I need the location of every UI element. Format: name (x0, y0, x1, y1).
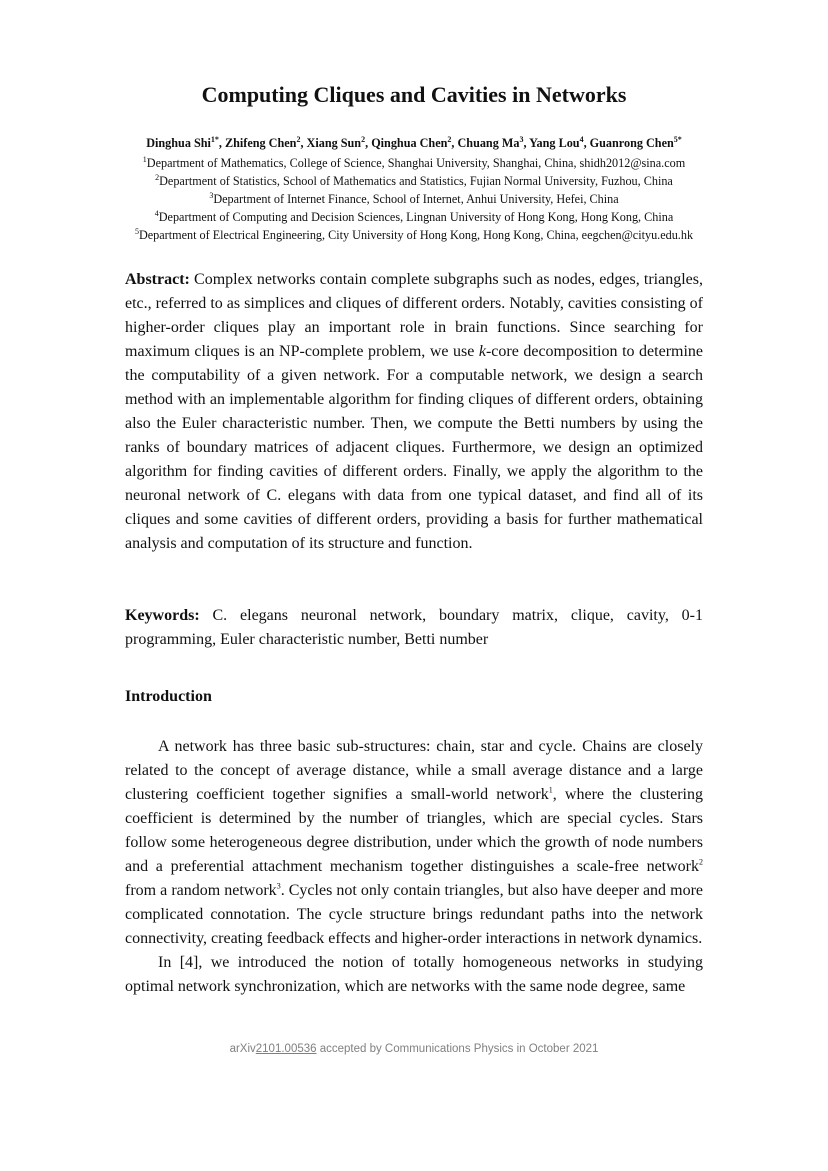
intro-paragraph-2: In [4], we introduced the notion of totally homogeneous networks in studying optimal network synchronization, which are networks with the same node degree, same (125, 954, 703, 995)
author-name: Xiang Sun (306, 136, 362, 150)
author-separator: , (300, 136, 307, 150)
citation-ref: 3 (276, 881, 281, 891)
affiliation-line (0, 226, 828, 244)
abstract-label: Abstract: (125, 271, 190, 288)
intro-paragraph-1 (125, 735, 703, 951)
author-list (0, 136, 828, 151)
affiliation-line (0, 154, 828, 172)
affiliation-text: Department of Computing and Decision Sciences, Lingnan University of Hong Kong, Hong Kong, China (158, 210, 674, 224)
author-affil-sup: 5* (673, 134, 682, 144)
author-name: Yang Lou (529, 136, 580, 150)
section-heading-introduction: Introduction (125, 688, 212, 705)
author-name: Guanrong Chen (589, 136, 674, 150)
intro-p1-text: A network has three basic sub-structures: chain, star and cycle. Chains are closely related to the concept of average distance, while a small average distance and a large clustering coefficient together signifies a small-world network (125, 738, 703, 803)
author-name: Zhifeng Chen (225, 136, 297, 150)
author-separator: , (523, 136, 530, 150)
affiliation-line (0, 208, 828, 226)
intro-p1-text: . Cycles not only contain triangles, but also have deeper and more complicated connotation. The cycle structure brings redundant paths into the network connectivity, creating feedback effects and higher-order interactions in network dynamics. (125, 882, 703, 947)
author-affil-sup: 4 (579, 134, 584, 144)
abstract-text-cont: -core decomposition to determine the computability of a given network. For a computable network, we design a search method with an implementable algorithm for finding cliques of different orders, obtaining also the Euler characteristic number. Then, we compute the Betti numbers by using the ranks of boundary matrices of adjacent cliques. Furthermore, we design an optimized algorithm for finding cavities of different orders. Finally, we apply the algorithm to the neuronal network of C. elegans with data from one typical dataset, and find all of its cliques and some cavities of different orders, providing a basis for further mathematical analysis and computation of its structure and function. (125, 343, 704, 552)
keywords (125, 604, 703, 652)
affiliation-text: Department of Mathematics, College of Science, Shanghai University, Shanghai, China, shidh2012@sina.com (146, 156, 686, 170)
affiliation-line (0, 172, 828, 190)
keywords-label: Keywords: (125, 607, 200, 624)
affiliation-number: 2 (155, 172, 160, 182)
abstract (125, 268, 703, 556)
author-affil-sup: 2 (447, 134, 452, 144)
author-separator: , (218, 136, 225, 150)
paper-title: Computing Cliques and Cavities in Networks (201, 82, 627, 107)
affiliation-text: Department of Electrical Engineering, City University of Hong Kong, Hong Kong, China, eegchen@cityu.edu.hk (138, 228, 694, 242)
citation-ref: 1 (548, 785, 553, 795)
author-separator: , (583, 136, 590, 150)
author-name: Qinghua Chen (371, 136, 448, 150)
citation-ref: 2 (699, 857, 703, 867)
arxiv-footer (0, 1043, 828, 1055)
affiliation-text: Department of Internet Finance, School of Internet, Anhui University, Hefei, China (213, 192, 619, 206)
abstract-text: Complex networks contain complete subgraphs such as nodes, edges, triangles, etc., referred to as simplices and cliques of different orders. Notably, cavities consisting of higher-order cliques play an important role in brain functions. Since searching for maximum cliques is an NP-complete problem, we use (125, 271, 703, 360)
abstract-k-italic: k (478, 343, 486, 360)
author-name: Dinghua Shi (146, 136, 211, 150)
footer-suffix: accepted by Communications Physics in October 2021 (316, 1043, 599, 1055)
intro-p1-text: from a random network (125, 882, 277, 899)
author-affil-sup: 2 (361, 134, 366, 144)
author-separator: , (365, 136, 372, 150)
intro-p1-text: , where the clustering coefficient is determined by the number of triangles, which are special cycles. Stars follow some heterogeneous degree distribution, under which the growth of node numbers and a preferential attachment mechanism together distinguishes a scale-free network (125, 786, 703, 875)
author-name: Chuang Ma (457, 136, 520, 150)
author-separator: , (451, 136, 458, 150)
footer-prefix: arXiv (229, 1043, 256, 1055)
arxiv-id-link[interactable]: 2101.00536 (255, 1043, 317, 1055)
affiliation-text: Department of Statistics, School of Mathematics and Statistics, Fujian Normal University, Fuzhou, China (159, 174, 673, 188)
affiliation-list (0, 154, 828, 244)
affiliation-number: 4 (154, 208, 159, 218)
introduction-body (125, 735, 703, 999)
affiliation-number: 3 (209, 190, 214, 200)
keywords-text: C. elegans neuronal network, boundary matrix, clique, cavity, 0-1 programming, Euler characteristic number, Betti number (125, 607, 703, 648)
affiliation-number: 1 (142, 154, 147, 164)
author-affil-sup: 1* (210, 134, 219, 144)
author-affil-sup: 3 (519, 134, 524, 144)
author-affil-sup: 2 (296, 134, 301, 144)
affiliation-line (0, 190, 828, 208)
affiliation-number: 5 (134, 226, 139, 236)
